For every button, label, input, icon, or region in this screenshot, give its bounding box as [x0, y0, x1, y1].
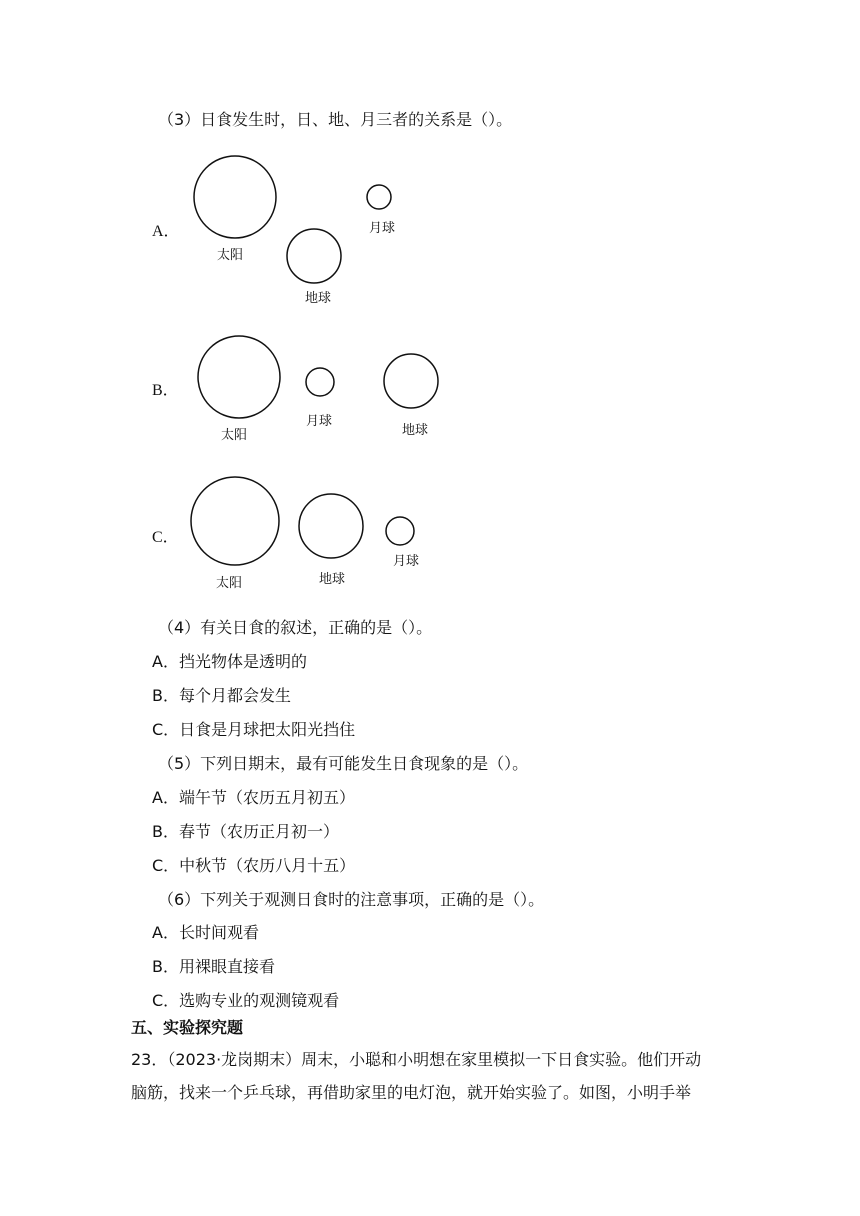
- q3-a-earth-label: 地球: [305, 291, 332, 306]
- q3-b-earth-circle: [384, 354, 438, 408]
- q3-stem: （3）日食发生时，日、地、月三者的关系是（）。: [158, 110, 513, 129]
- q3-a-sun-label: 太阳: [217, 248, 244, 263]
- q3-c-earth-circle: [299, 494, 363, 558]
- question-23-line-1: 23．（2023·龙岗期末）周末，小聪和小明想在家里模拟一下日食实验。他们开动: [131, 1050, 702, 1069]
- section-heading: 五、实验探究题: [131, 1018, 244, 1037]
- q5-stem: （5）下列日期末，最有可能发生日食现象的是（）。: [158, 754, 529, 773]
- question-23-line-2: 脑筋，找来一个乒乓球，再借助家里的电灯泡，就开始实验了。如图，小明手举: [131, 1083, 692, 1102]
- q3-b-sun-label: 太阳: [221, 428, 248, 443]
- q3-a-moon-circle: [367, 185, 391, 209]
- q4-option-a: A．挡光物体是透明的: [152, 652, 307, 671]
- q5-option-c: C．中秋节（农历八月十五）: [152, 856, 356, 875]
- q3-b-earth-label: 地球: [402, 423, 429, 438]
- q3-option-c-letter: C．: [152, 529, 179, 546]
- q3-c-earth-label: 地球: [319, 572, 346, 587]
- q3-b-moon-label: 月球: [306, 414, 333, 429]
- q3-b-sun-circle: [198, 336, 280, 418]
- q4-stem: （4）有关日食的叙述，正确的是（）。: [158, 618, 433, 637]
- q3-option-a-letter: A．: [152, 223, 180, 240]
- q6-option-b: B．用裸眼直接看: [152, 957, 275, 976]
- q6-stem: （6）下列关于观测日食时的注意事项，正确的是（）。: [158, 890, 545, 909]
- q3-c-sun-circle: [191, 477, 279, 565]
- q5-option-a: A．端午节（农历五月初五）: [152, 788, 355, 807]
- q4-option-c: C．日食是月球把太阳光挡住: [152, 720, 356, 739]
- q6-option-c: C．选购专业的观测镜观看: [152, 991, 340, 1010]
- q3-a-earth-circle: [287, 229, 341, 283]
- q3-b-moon-circle: [306, 368, 334, 396]
- q3-a-moon-label: 月球: [369, 221, 396, 236]
- q3-c-moon-circle: [386, 517, 414, 545]
- q5-option-b: B．春节（农历正月初一）: [152, 822, 339, 841]
- q3-a-sun-circle: [194, 156, 276, 238]
- q3-option-b-letter: B．: [152, 382, 179, 399]
- q6-option-a: A．长时间观看: [152, 923, 259, 942]
- q3-c-moon-label: 月球: [393, 554, 420, 569]
- q3-c-sun-label: 太阳: [216, 576, 243, 591]
- q4-option-b: B．每个月都会发生: [152, 686, 291, 705]
